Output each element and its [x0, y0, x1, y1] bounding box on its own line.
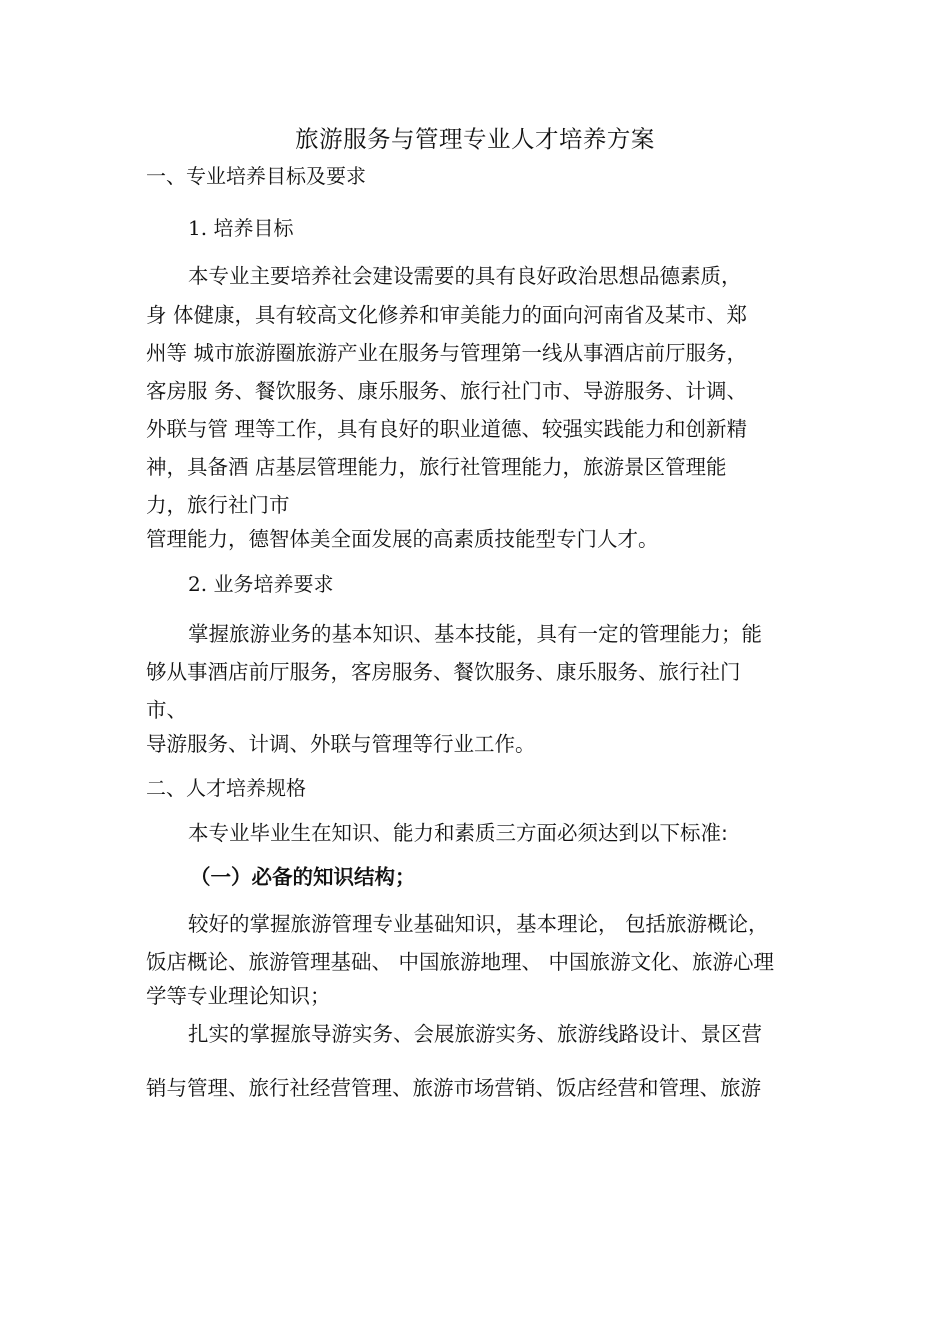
- paragraph-line: 身 体健康，具有较高文化修养和审美能力的面向河南省及某市、郑: [146, 303, 748, 327]
- subheading-business-requirements: 2. 业务培养要求: [188, 572, 334, 596]
- paragraph-line: 掌握旅游业务的基本知识、基本技能，具有一定的管理能力；能: [188, 622, 762, 646]
- paragraph-line: 导游服务、计调、外联与管理等行业工作。: [146, 732, 536, 756]
- subheading-knowledge-structure: （一）必备的知识结构；: [190, 865, 416, 889]
- paragraph-line: 够从事酒店前厅服务，客房服务、餐饮服务、康乐服务、旅行社门: [146, 660, 741, 684]
- section-heading-specifications: 二、人才培养规格: [146, 776, 306, 800]
- paragraph-line: 扎实的掌握旅导游实务、会展旅游实务、旅游线路设计、景区营: [188, 1022, 762, 1046]
- paragraph-line: 学等专业理论知识；: [146, 984, 331, 1008]
- section-heading-goals: 一、专业培养目标及要求: [146, 164, 366, 188]
- paragraph-line: 饭店概论、旅游管理基础、 中国旅游地理、 中国旅游文化、旅游心理: [146, 950, 775, 974]
- paragraph-line: 本专业主要培养社会建设需要的具有良好政治思想品德素质，: [188, 264, 742, 288]
- paragraph-line: 外联与管 理等工作，具有良好的职业道德、较强实践能力和创新精: [146, 417, 748, 441]
- document-title: 旅游服务与管理专业人才培养方案: [295, 125, 655, 153]
- paragraph-line: 市、: [146, 698, 187, 722]
- paragraph-line: 州等 城市旅游圈旅游产业在服务与管理第一线从事酒店前厅服务，: [146, 341, 748, 365]
- subheading-training-goal: 1. 培养目标: [188, 216, 294, 240]
- paragraph-standards-intro: 本专业毕业生在知识、能力和素质三方面必须达到以下标准:: [188, 821, 728, 845]
- paragraph-line: 销与管理、旅行社经营管理、旅游市场营销、饭店经营和管理、旅游: [146, 1076, 761, 1100]
- paragraph-line: 较好的掌握旅游管理专业基础知识，基本理论， 包括旅游概论，: [188, 912, 769, 936]
- paragraph-line: 神，具备酒 店基层管理能力，旅行社管理能力，旅游景区管理能: [146, 455, 727, 479]
- paragraph-line: 力，旅行社门市: [146, 493, 290, 517]
- paragraph-line: 管理能力，德智体美全面发展的高素质技能型专门人才。: [146, 527, 659, 551]
- paragraph-line: 客房服 务、餐饮服务、康乐服务、旅行社门市、导游服务、计调、: [146, 379, 748, 403]
